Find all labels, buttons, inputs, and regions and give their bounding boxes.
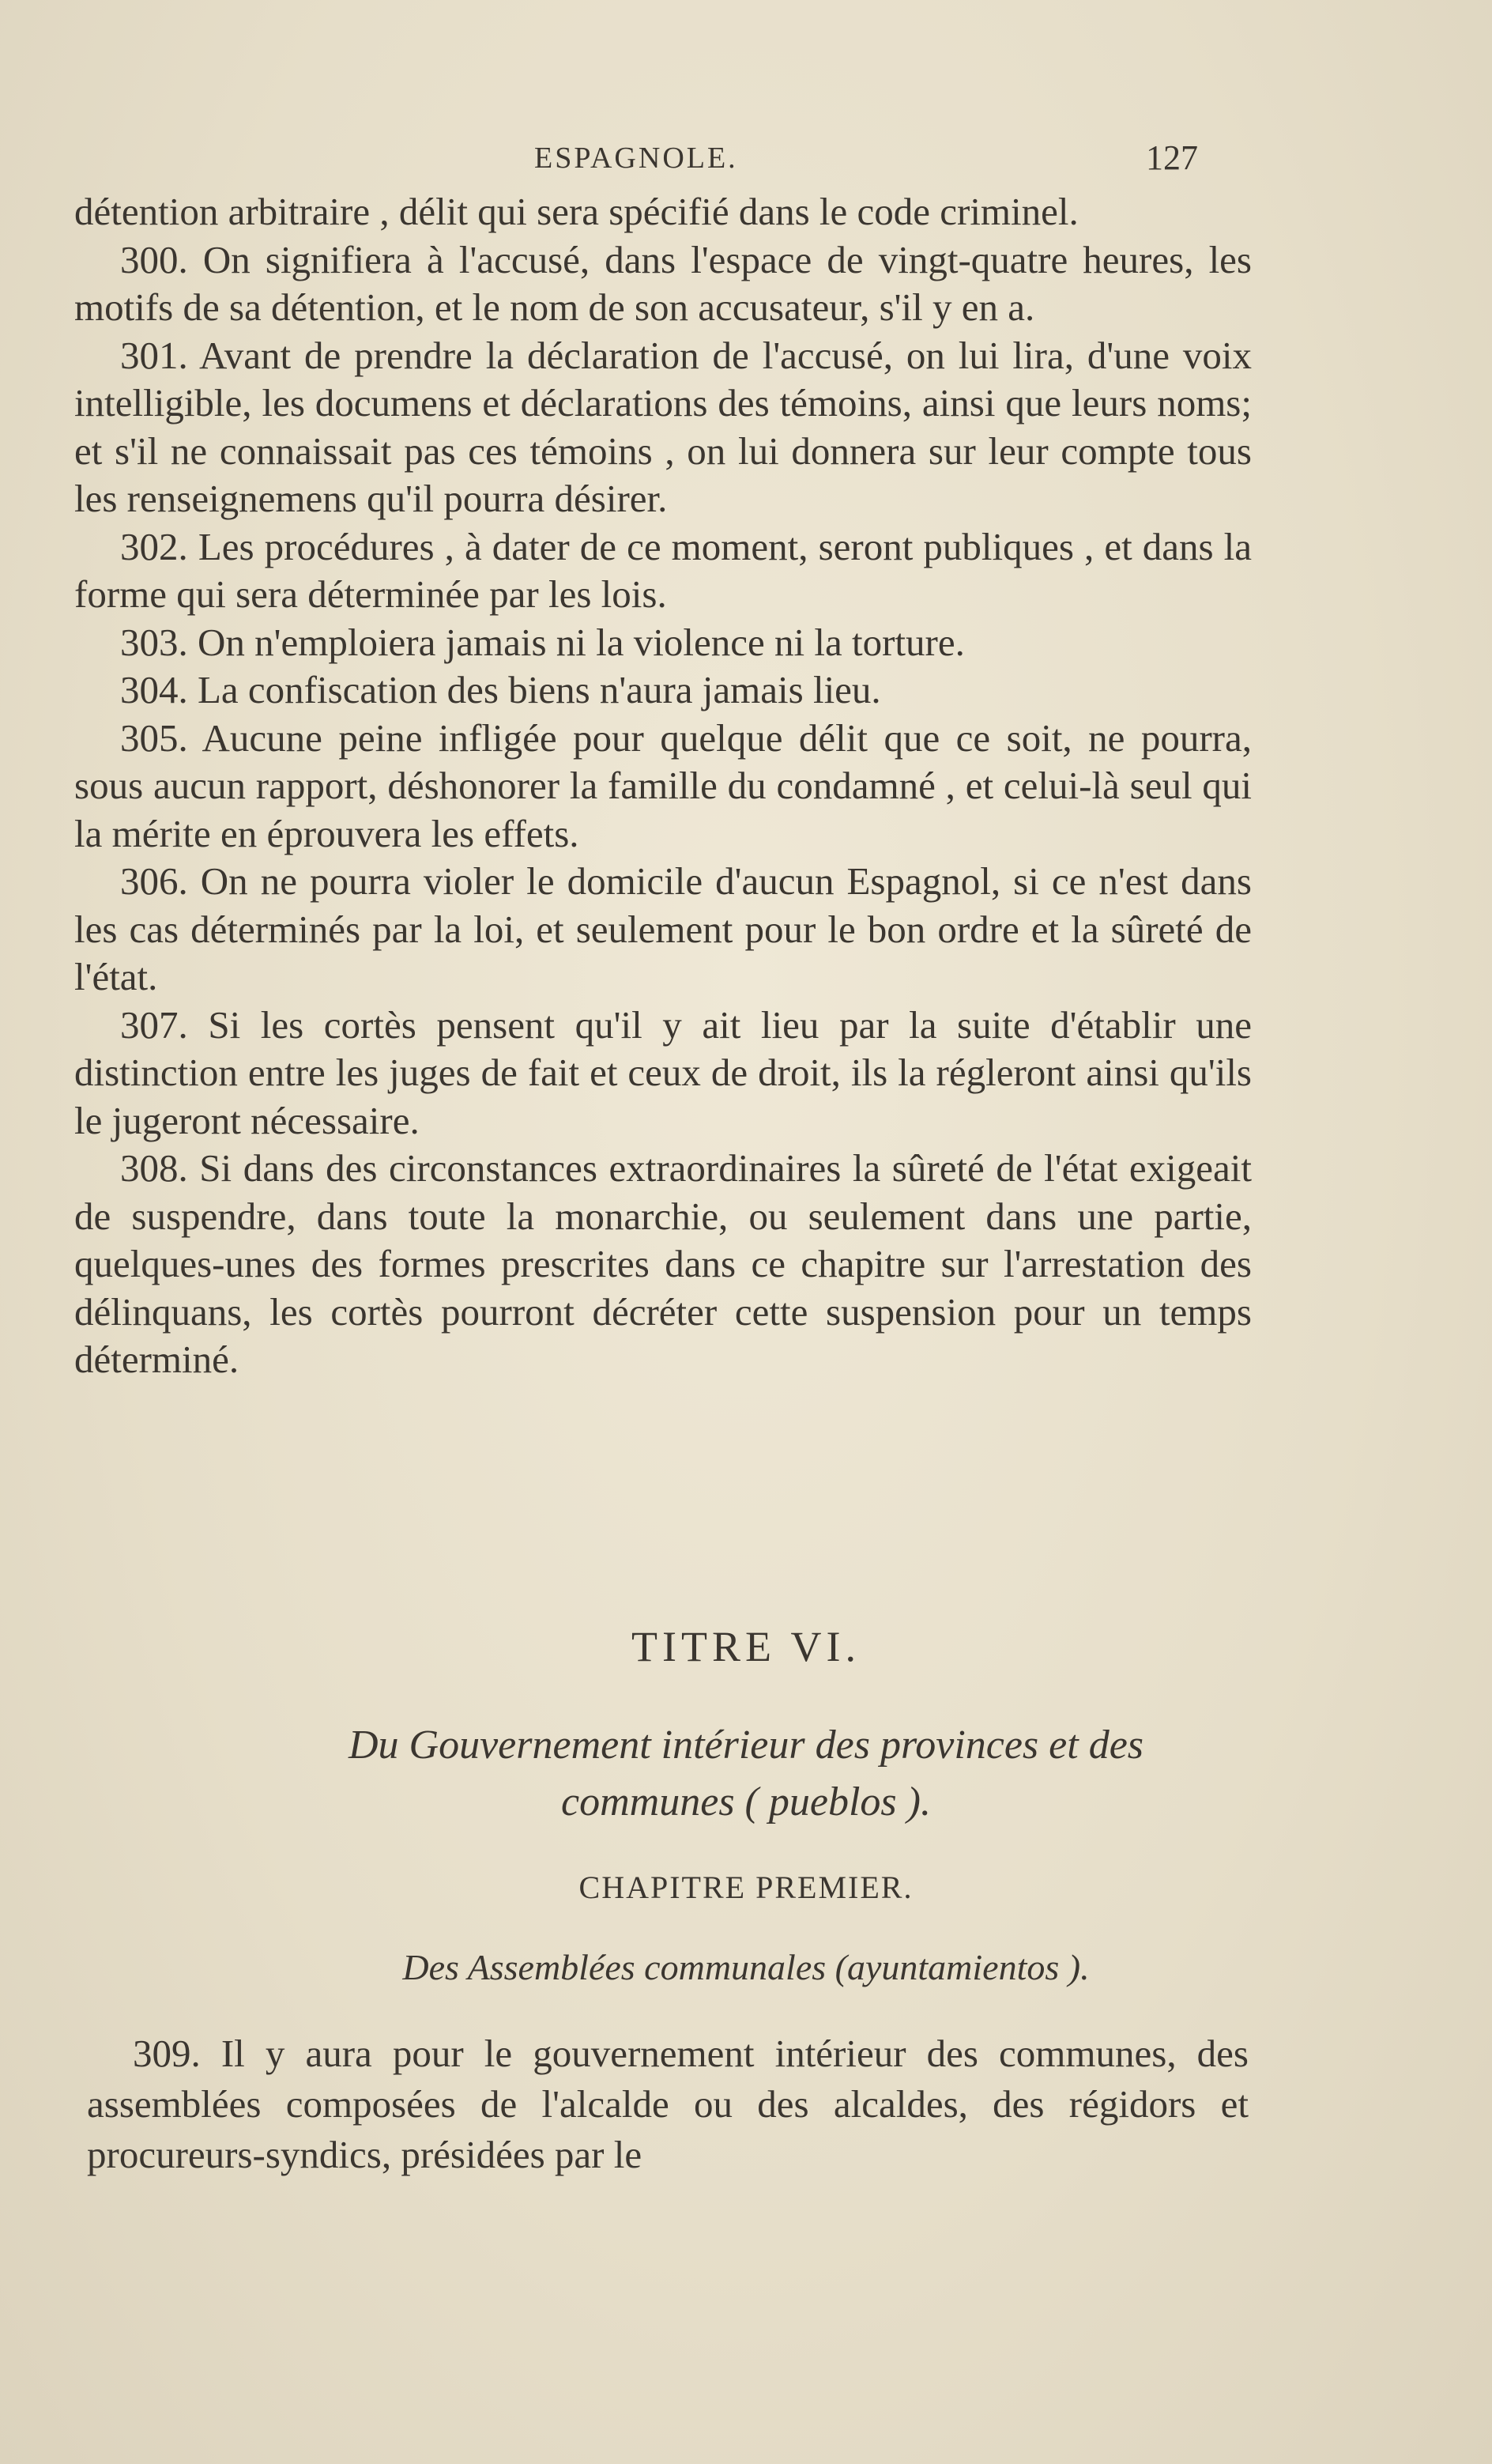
article-309: 309. Il y aura pour le gouvernement intérieur des communes, des assemblées composées de l'alcalde ou des alcaldes, des régidors et procureurs-syndics, présidées par le: [87, 2032, 1249, 2176]
titre-subtitle-line-2: communes ( pueblos ).: [561, 1779, 931, 1824]
paragraph-continuation: détention arbitraire , délit qui sera spécifié dans le code criminel.: [74, 190, 1079, 233]
article-304: 304. La confiscation des biens n'aura jamais lieu.: [120, 668, 881, 711]
article-303: 303. On n'emploiera jamais ni la violence ni la torture.: [120, 620, 965, 664]
article-308: 308. Si dans des circonstances extraordinaires la sûreté de l'état exigeait de suspendre, dans toute la monarchie, ou seulement dans une partie, quelques-unes des formes prescrites dans ce chapitre sur l'arrestation des délinquans, les cortès pourront décréter cette suspension pour un temps déterminé.: [74, 1146, 1252, 1381]
page-number: 127: [1146, 138, 1198, 177]
article-309-block: [87, 2028, 1249, 2180]
article-300: 300. On signifiera à l'accusé, dans l'espace de vingt-quatre heures, les motifs de sa détention, et le nom de son accusateur, s'il y en a.: [74, 237, 1252, 329]
article-301: 301. Avant de prendre la déclaration de l'accusé, on lui lira, d'une voix intelligible, les documens et déclarations des témoins, ainsi que leurs noms; et s'il ne connaissait pas ces témoins , on lui donnera sur leur compte tous les renseignemens qu'il pourra désirer.: [74, 333, 1252, 520]
running-head: ESPAGNOLE.: [534, 142, 738, 175]
article-306: 306. On ne pourra violer le domicile d'aucun Espagnol, si ce n'est dans les cas déterminés par la loi, et seulement pour le bon ordre et la sûreté de l'état.: [74, 859, 1252, 998]
article-text-block: [74, 188, 1252, 1384]
titre-heading: TITRE VI.: [631, 1623, 861, 1670]
chapter-heading: CHAPITRE PREMIER.: [578, 1870, 914, 1905]
article-305: 305. Aucune peine infligée pour quelque délit que ce soit, ne pourra, sous aucun rapport, déshonorer la famille du condamné , et celui-là seul qui la mérite en éprouvera les effets.: [74, 715, 1252, 855]
article-302: 302. Les procédures , à dater de ce moment, seront publiques , et dans la forme qui sera déterminée par les lois.: [74, 524, 1252, 616]
titre-subtitle-line-1: Du Gouvernement intérieur des provinces et des: [348, 1723, 1144, 1768]
chapter-subtitle: Des Assemblées communales (ayuntamientos ).: [402, 1947, 1090, 1987]
page-header: [0, 138, 1492, 188]
titre-subtitle: [0, 1717, 1492, 1831]
article-307: 307. Si les cortès pensent qu'il y ait lieu par la suite d'établir une distinction entre les juges de fait et ceux de droit, ils la régleront ainsi qu'ils le jugeront nécessaire.: [74, 1002, 1252, 1142]
